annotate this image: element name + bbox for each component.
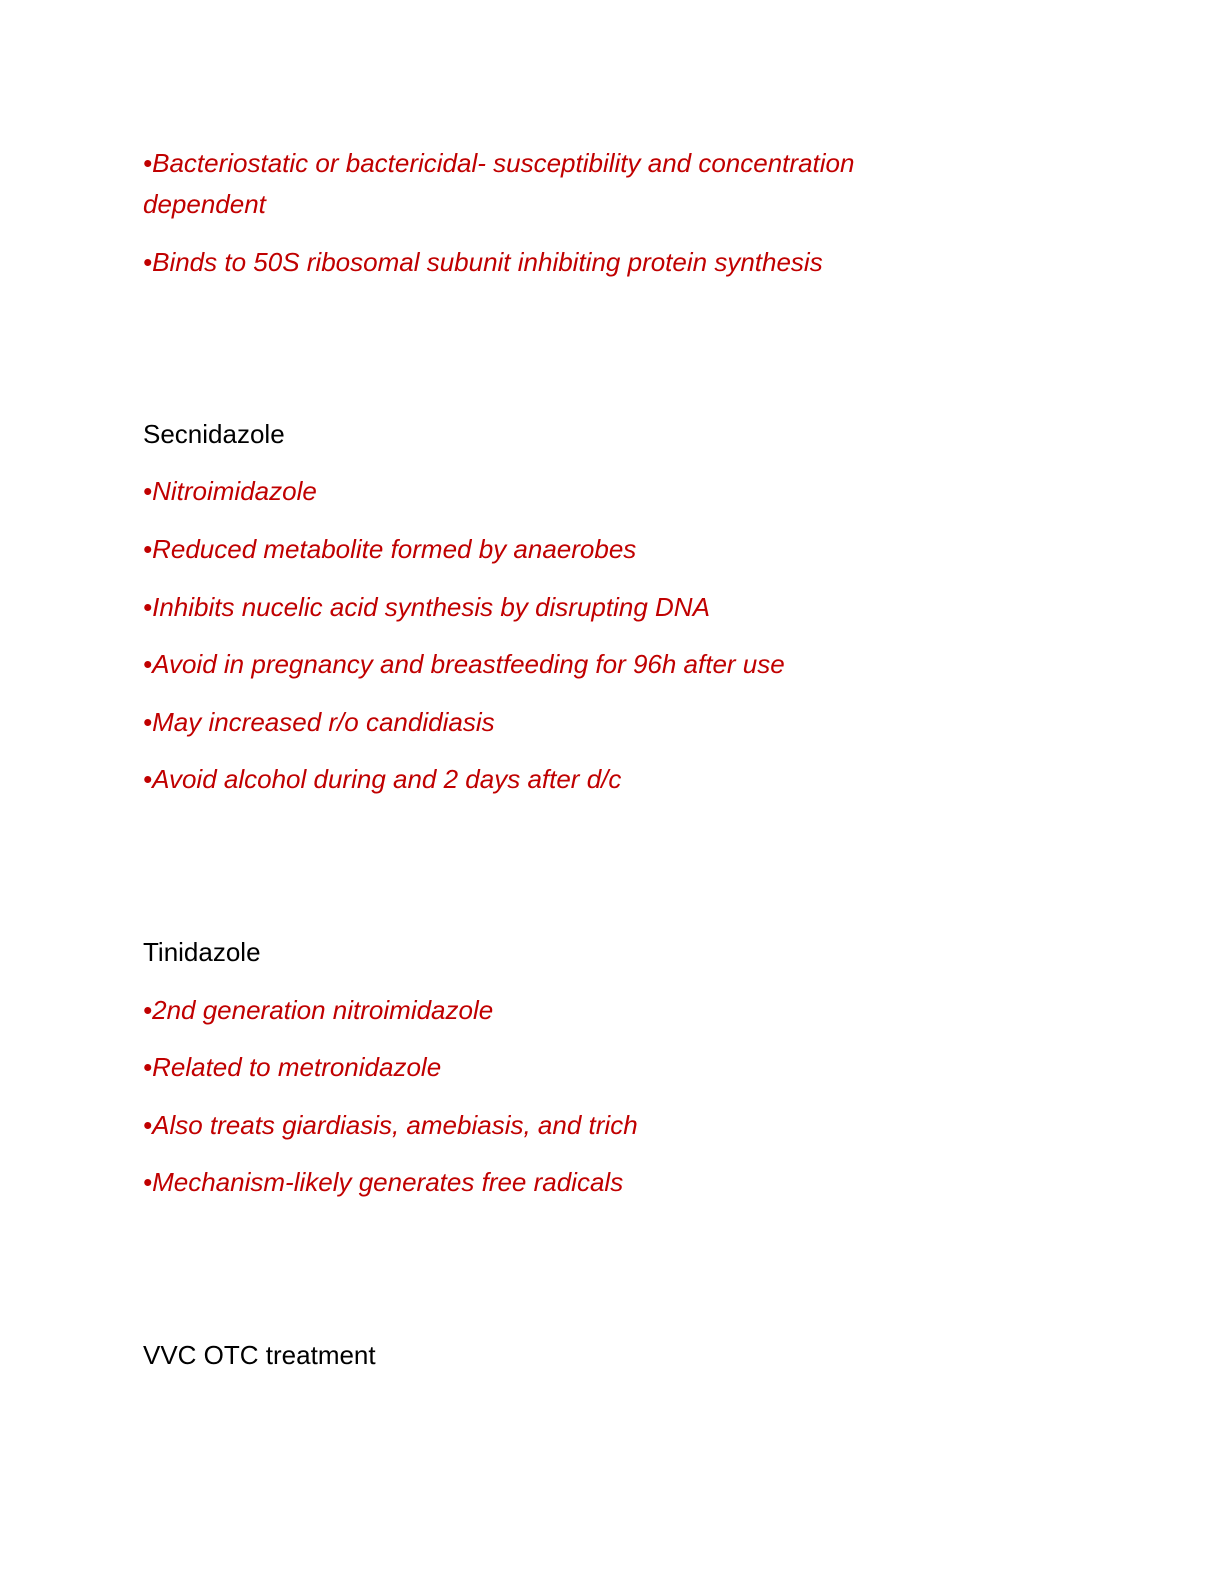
- secnidazole-bullet-3: •Inhibits nucelic acid synthesis by disrupting DNA: [143, 592, 710, 622]
- intro-bullet-susceptibility: •Bacteriostatic or bactericidal- susceptibility and concentration: [143, 148, 855, 178]
- secnidazole-bullet-5: •May increased r/o candidiasis: [143, 707, 495, 737]
- tinidazole-bullet-2: •Related to metronidazole: [143, 1052, 442, 1082]
- section-heading-secnidazole: Secnidazole: [143, 419, 285, 449]
- tinidazole-bullet-1: •2nd generation nitroimidazole: [143, 995, 494, 1025]
- section-heading-vvc-otc-treatment: VVC OTC treatment: [143, 1340, 376, 1370]
- tinidazole-bullet-4: •Mechanism-likely generates free radicals: [143, 1167, 624, 1197]
- tinidazole-bullet-3: •Also treats giardiasis, amebiasis, and trich: [143, 1110, 638, 1140]
- secnidazole-bullet-2: •Reduced metabolite formed by anaerobes: [143, 534, 637, 564]
- intro-bullet-50s-ribosomal: •Binds to 50S ribosomal subunit inhibiting protein synthesis: [143, 247, 823, 277]
- secnidazole-bullet-6: •Avoid alcohol during and 2 days after d/c: [143, 764, 622, 794]
- intro-bullet-susceptibility-continued: dependent: [143, 189, 266, 219]
- secnidazole-bullet-1: •Nitroimidazole: [143, 476, 317, 506]
- section-heading-tinidazole: Tinidazole: [143, 937, 261, 967]
- secnidazole-bullet-4: •Avoid in pregnancy and breastfeeding for 96h after use: [143, 649, 785, 679]
